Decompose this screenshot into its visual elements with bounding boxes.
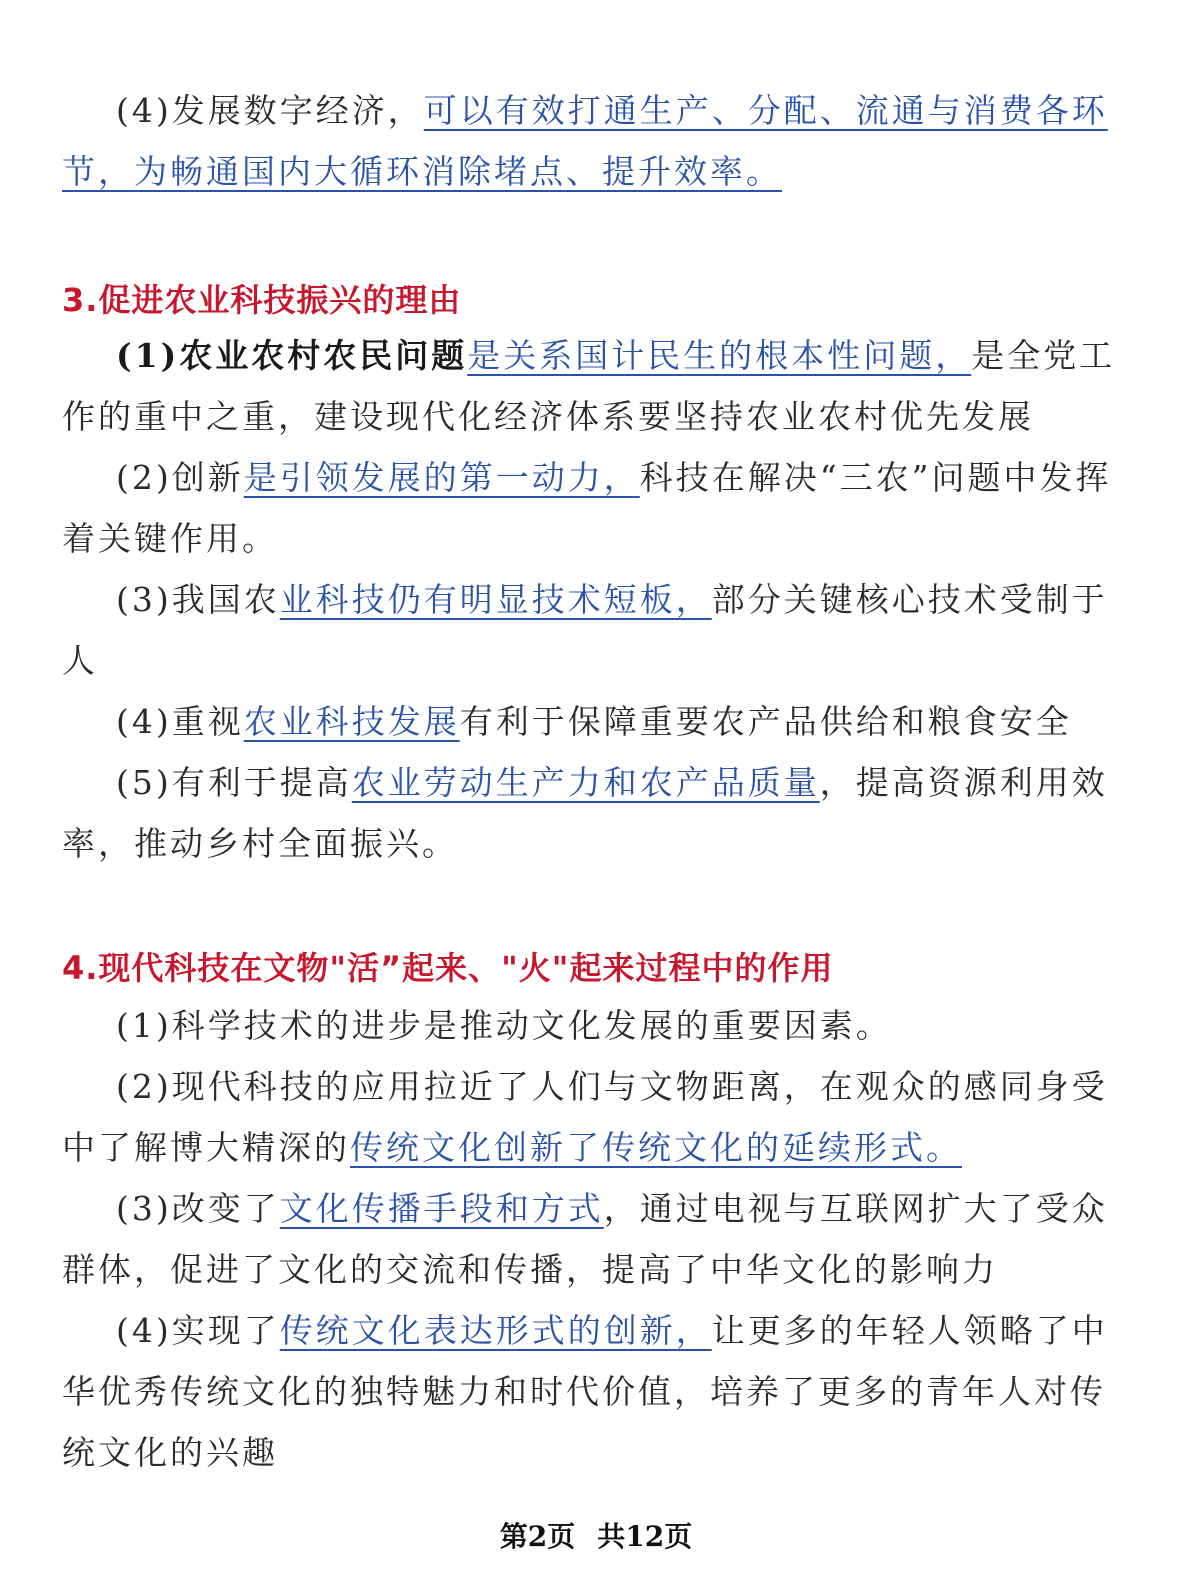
section4-paragraph-1: [62, 995, 1132, 1056]
underlined-highlight: 是关系国计民生的根本性问题，: [467, 336, 972, 375]
paragraph-prefix: (4)发展数字经济，: [116, 91, 424, 130]
paragraph-prefix: (2)现代科技的应用拉近了人们与文物距离，在观众的感同身受中了解博大精深的: [62, 1067, 1108, 1167]
paragraph-text: 是全党工作的重中之重，建设现代化经济体系要坚持农业农村优先发展: [62, 336, 1116, 436]
section3-paragraph-4: [62, 691, 1132, 752]
section-heading-4: 4.现代科技在文物"活”起来、"火"起来过程中的作用: [62, 949, 834, 987]
underlined-highlight: 是引领发展的第一动力，: [243, 458, 640, 497]
underlined-highlight: 传统文化表达形式的创新，: [279, 1311, 712, 1350]
paragraph-digital-economy: [62, 80, 1132, 202]
bold-lead: (1)农业农村农民问题: [116, 336, 468, 375]
paragraph-prefix: (4)重视: [116, 702, 244, 741]
section3-paragraph-2: [62, 447, 1132, 569]
page-footer: [0, 1515, 1192, 1555]
section4-paragraph-2: [62, 1056, 1132, 1178]
paragraph-text: ，提高资源利用效率，推动乡村全面振兴。: [62, 763, 1108, 863]
section3-paragraph-5: [62, 752, 1132, 874]
paragraph-prefix: (5)有利于提高: [116, 763, 352, 802]
paragraph-prefix: (3)改变了: [116, 1189, 280, 1228]
section4-paragraph-4: [62, 1300, 1132, 1483]
paragraph-text: 有利于保障重要农产品供给和粮食安全: [459, 702, 1072, 741]
section3-paragraph-1: [62, 325, 1132, 447]
paragraph-prefix: (3)我国农: [116, 580, 280, 619]
paragraph-text: 部分关键核心技术受制于人: [62, 580, 1108, 680]
section3-paragraph-3: [62, 569, 1132, 691]
underlined-highlight: 农业科技发展: [243, 702, 460, 741]
underlined-highlight: 业科技仍有明显技术短板，: [279, 580, 712, 619]
paragraph-prefix: (2)创新: [116, 458, 244, 497]
paragraph-text: 让更多的年轻人领略了中华优秀传统文化的独特魅力和时代价值，培养了更多的青年人对传统文化的兴趣: [62, 1311, 1108, 1472]
page-number-total: 共12页: [597, 1520, 693, 1553]
page-number-current: 第2页: [499, 1520, 576, 1553]
underlined-highlight: 农业劳动生产力和农产品质量: [351, 763, 820, 802]
paragraph-text: (1)科学技术的进步是推动文化发展的重要因素。: [116, 1006, 892, 1045]
section-heading-3: 3.促进农业科技振兴的理由: [62, 281, 462, 319]
paragraph-text: ，通过电视与互联网扩大了受众群体，促进了文化的交流和传播，提高了中华文化的影响力: [62, 1189, 1108, 1289]
paragraph-prefix: (4)实现了: [116, 1311, 280, 1350]
underlined-highlight: 传统文化创新了传统文化的延续形式。: [350, 1128, 962, 1167]
underlined-highlight: 可以有效打通生产、分配、流通与消费各环节，为畅通国内大循环消除堵点、提升效率。: [62, 91, 1108, 191]
paragraph-text: 科技在解决“三农”问题中发挥着关键作用。: [62, 458, 1112, 558]
section4-paragraph-3: [62, 1178, 1132, 1300]
underlined-highlight: 文化传播手段和方式: [279, 1189, 604, 1228]
